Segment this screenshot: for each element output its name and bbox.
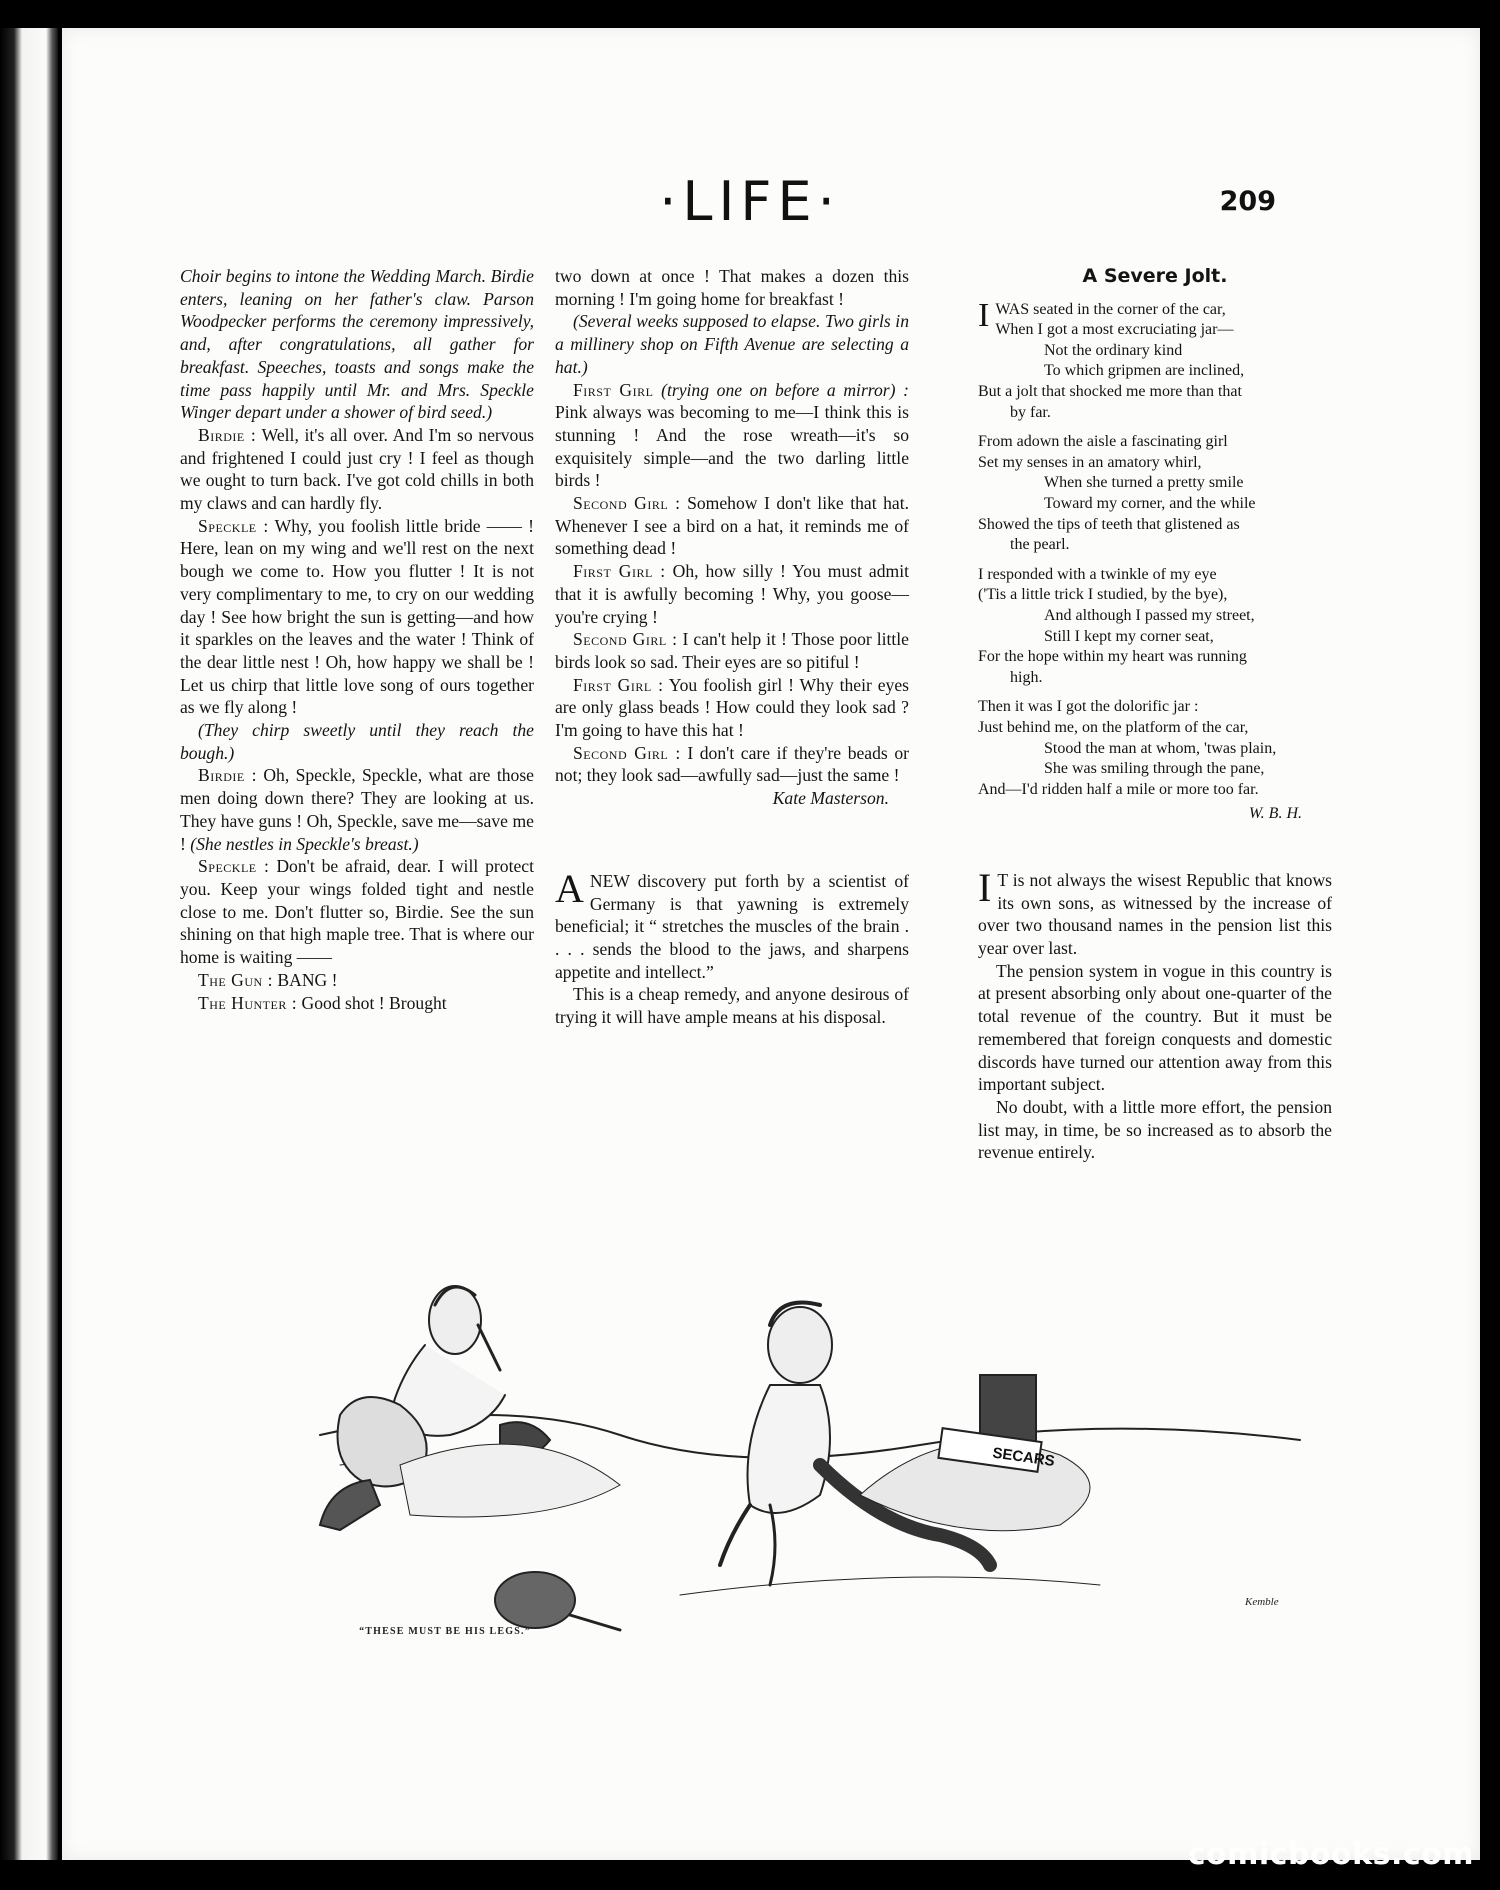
poem-line: When she turned a pretty smile — [1044, 474, 1244, 492]
stage-direction: Choir begins to intone the Wedding March. Birdie enters, leaning on her father's claw. Parson Woodpecker performs the ceremony impressively, and, after congratulations, all gather for breakfast. Speeches, toasts and songs make the time pass happily until Mr. and Mrs. Speckle Winger depart under a shower of bird seed.) — [180, 266, 534, 423]
poem-line: I responded with a twinkle of my eye — [978, 565, 1217, 583]
article-text: NEW discovery put forth by a scientist of Germany is that yawning is extremely beneficial; it “ stretches the muscles of the brain . . . . sends the blood to the jaws, and sharpens appetite and intellect.” — [555, 870, 909, 982]
poem-line: Toward my corner, and the while — [1044, 495, 1256, 513]
dialogue-text: Pink always was becoming to me—I think this is stunning ! And the rose wreath—it's so exquisitely simple—and the two darling little birds ! — [555, 402, 909, 491]
poem-line: To which gripmen are inclined, — [1044, 362, 1245, 380]
article-paragraph — [978, 864, 1332, 960]
dialogue-text: Don't be afraid, dear. I will protect you. Keep your wings folded tight and nestle close to me. Don't flutter so, Birdie. See the sun shining on that high maple tree. That is where our home is waiting —— — [180, 856, 534, 968]
article-pension — [978, 864, 1332, 1164]
poem-line: Stood the man at whom, 'twas plain, — [1044, 739, 1277, 757]
poem-line: She was smiling through the pane, — [1044, 760, 1265, 778]
dialogue-text: Why, you foolish little bride —— ! Here, lean on my wing and we'll rest on the next bough we come to. How you flutter ! It is not very complimentary to me, to cry on our wedding day ! See how bright the sun is getting—and how it sparkles on the leaves and the water ! Think of the dear little nest ! Oh, how happy we shall be ! Let us chirp that little love song of ours together as we fly along ! — [180, 515, 534, 718]
article-paragraph: No doubt, with a little more effort, the pension list may, in time, be so increased as to absorb the revenue entirely. — [978, 1096, 1332, 1163]
illustration-caption: “THESE MUST BE HIS LEGS.” — [359, 1626, 531, 1637]
poem-line: Not the ordinary kind — [1044, 341, 1183, 359]
poem-line: the pearl. — [1010, 536, 1070, 554]
dialogue-text: Well, it's all over. And I'm so nervous and frightened I could just cry ! I feel as though we ought to turn back. I've got cold chills in both my claws and can hardly fly. — [180, 424, 534, 514]
dialogue-line — [555, 674, 909, 742]
dialogue-line — [180, 764, 534, 855]
masthead-title: ·LIFE· — [659, 170, 841, 233]
dialogue-line — [555, 492, 909, 560]
dialogue-line — [180, 855, 534, 969]
speaker-name: First Girl : — [573, 561, 666, 582]
artist-signature: Kemble — [1245, 1596, 1279, 1608]
poem-stanza — [978, 697, 1332, 825]
poem-line: When I got a most excruciating jar— — [995, 321, 1234, 339]
poem-line: For the hope within my heart was running — [978, 648, 1247, 666]
drop-cap: I — [978, 864, 992, 910]
dialogue-text: Oh, how silly ! You must admit that it is awfully becoming ! Why, you goose—you're crying ! — [555, 561, 909, 627]
dialogue-text: BANG ! — [277, 969, 338, 990]
drop-cap: I — [978, 296, 990, 334]
dialogue-text: Oh, Speckle, Speckle, what are those men doing down there? They are looking at us. They have guns ! Oh, Speckle, save me—save me ! — [180, 765, 534, 854]
dialogue-line — [555, 742, 909, 787]
poem-line: From adown the aisle a fascinating girl — [978, 433, 1228, 451]
poem-line: And—I'd ridden half a mile or more too far. — [978, 780, 1259, 798]
poem-line: Just behind me, on the platform of the car, — [978, 718, 1249, 736]
stage-direction: (trying one on before a mirror) : — [661, 379, 909, 400]
column-2 — [555, 265, 909, 1029]
stage-direction: (They chirp sweetly until they reach the bough.) — [180, 720, 534, 763]
speaker-name: Second Girl : — [573, 742, 681, 763]
dialogue-text: Good shot ! Brought — [301, 992, 447, 1013]
poem-line: And although I passed my street, — [1044, 607, 1255, 625]
dialogue-line — [180, 515, 534, 719]
article-paragraph: The pension system in vogue in this country is at present absorbing only about one-quarter of the total revenue of the country. But it must be remembered that foreign conquests and domestic discords have turned our attention away from this important subject. — [978, 960, 1332, 1095]
speaker-name: The Gun : — [198, 969, 273, 990]
speaker-name: Speckle : — [198, 856, 270, 877]
bowler-hat — [495, 1572, 575, 1628]
dialogue-text: You foolish girl ! Why their eyes are only glass beads ! How could they look sad ? I'm going to have this hat ! — [555, 674, 909, 741]
speaker-name: The Hunter : — [198, 992, 298, 1013]
dialogue-line — [555, 560, 909, 628]
dialogue-text: I can't help it ! Those poor little birds look so sad. Their eyes are so pitiful ! — [555, 629, 909, 672]
speaker-name: Second Girl : — [573, 493, 681, 514]
column-3 — [978, 265, 1332, 1164]
poem-stanza — [978, 296, 1332, 424]
article-text: T is not always the wisest Republic that knows its own sons, as witnessed by the increase of over two thousand names in the pension list this year over last. — [978, 869, 1332, 959]
poem-signature: W. B. H. — [1248, 805, 1302, 823]
column-1 — [180, 265, 534, 1014]
speaker-name: Second Girl : — [573, 629, 678, 650]
speaker-name: Birdie : — [198, 765, 257, 786]
stage-direction: (Several weeks supposed to elapse. Two girls in a millinery shop on Fifth Avenue are selecting a hat.) — [555, 311, 909, 377]
dialogue-line — [555, 379, 909, 493]
watermark: comicbooks.com — [1187, 1837, 1474, 1872]
cartoon-illustration — [300, 1265, 1320, 1665]
dialogue-line — [555, 628, 909, 673]
poem-line: ('Tis a little trick I studied, by the bye), — [978, 586, 1228, 604]
poem-stanza — [978, 432, 1332, 556]
dialogue-text: I don't care if they're beads or not; they look sad—awfully sad—just the same ! — [555, 742, 910, 786]
speaker-name: First Girl : — [573, 674, 664, 695]
poem-line: Set my senses in an amatory whirl, — [978, 453, 1202, 471]
poem-line: Showed the tips of teeth that glistened as — [978, 515, 1240, 533]
dialogue-text: two down at once ! That makes a dozen this morning ! I'm going home for breakfast ! — [555, 266, 909, 309]
poem-line: Still I kept my corner seat, — [1044, 627, 1214, 645]
author-signature: Kate Masterson. — [772, 788, 889, 809]
poem-line: by far. — [1010, 403, 1051, 421]
dialogue-line — [180, 424, 534, 515]
poem-line: But a jolt that shocked me more than that — [978, 383, 1242, 401]
poem-line: WAS seated in the corner of the car, — [995, 300, 1226, 318]
dialogue-line — [180, 969, 534, 992]
speaker-name: Speckle : — [198, 515, 269, 536]
article-paragraph — [555, 865, 909, 984]
poem-stanza — [978, 565, 1332, 689]
binding-edge — [0, 28, 58, 1860]
poem-line: high. — [1010, 668, 1043, 686]
poem-title: A Severe Jolt. — [1082, 265, 1228, 287]
stage-direction: (She nestles in Speckle's breast.) — [190, 833, 419, 854]
drop-cap: A — [555, 865, 584, 911]
article-paragraph: This is a cheap remedy, and anyone desirous of trying it will have ample means at his disposal. — [555, 984, 909, 1028]
poem — [978, 296, 1332, 825]
sign-text: SECARS — [991, 1444, 1056, 1471]
dialogue-text: Somehow I don't like that hat. Whenever I see a bird on a hat, it reminds me of something dead ! — [555, 493, 909, 559]
speaker-name: First Girl — [573, 379, 654, 400]
page-number: 209 — [1219, 186, 1276, 217]
poem-line: Then it was I got the dolorific jar : — [978, 698, 1199, 716]
article-yawning — [555, 865, 909, 1029]
speaker-name: Birdie : — [198, 424, 257, 445]
dialogue-line — [180, 992, 534, 1015]
